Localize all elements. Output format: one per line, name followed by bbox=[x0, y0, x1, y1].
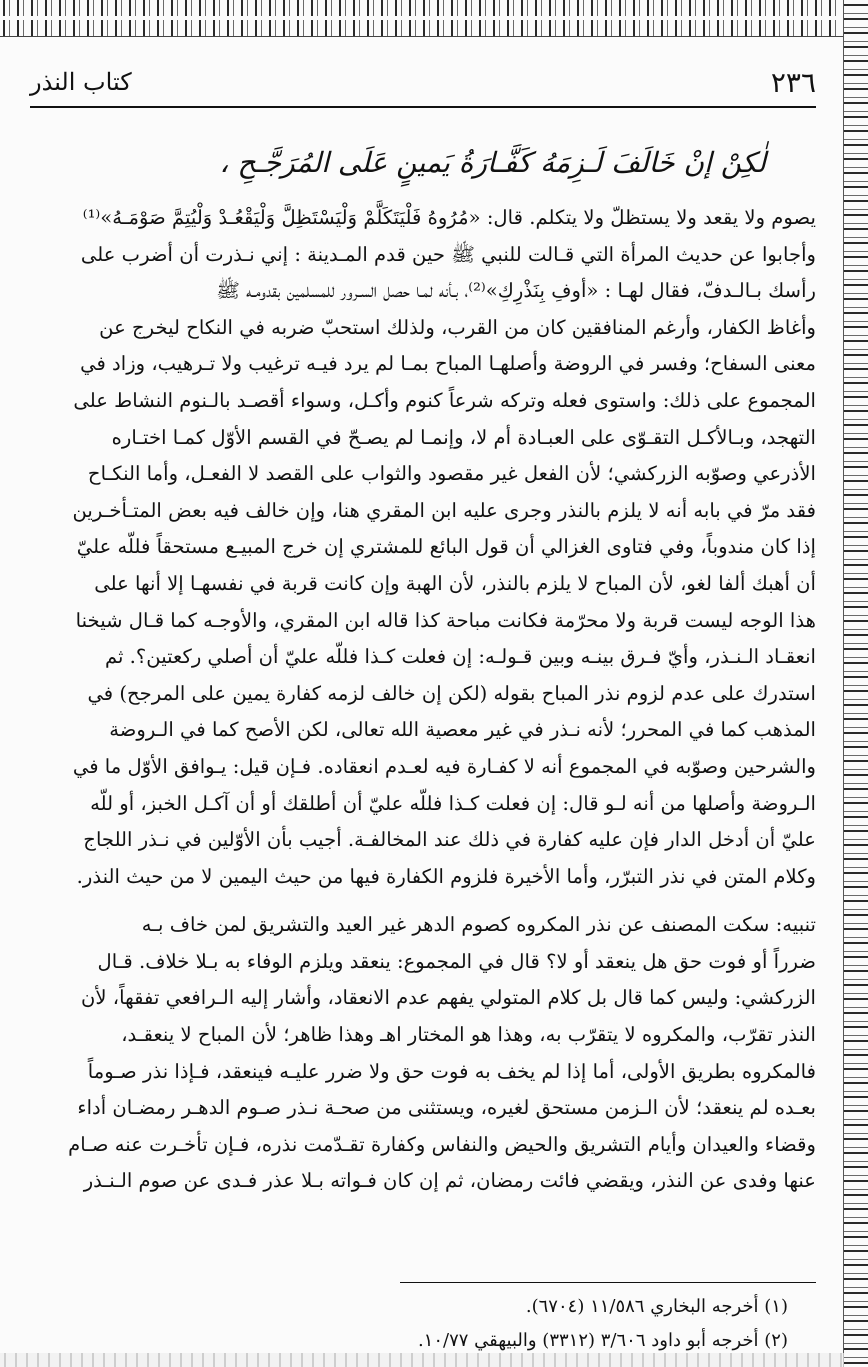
text-line: الأذرعي وصوّبه الزركشي؛ لأن الفعل غير مقصود والثواب على القصد لا الفعـل، وأما النكـاح bbox=[87, 462, 816, 486]
text-line: أن أهبك ألفا لغو، لأن المباح لا يلزم بالنذر، لأن الهبة وإن كانت قربة في نفسهـا إلا أنها على bbox=[94, 571, 816, 595]
text-line: انعقـاد الـنـذر، وأيّ فـرق بينـه وبين قـولـه: إن فعلت كـذا فللّه عليّ أن أصلي ركعتين؟. ثم bbox=[104, 645, 816, 669]
text-line: الزركشي: وليس كما قال بل كلام المتولي يفهم عدم الانعقاد، وأشار إليه الـرافعي تفقهاً، لأن bbox=[81, 986, 816, 1010]
text-line: فالمكروه بطريق الأولى، أما إذا لم يخف به فوت حق ولا ضرر عليـه فينعقد، فـإذا نذر صـوماً bbox=[87, 1059, 816, 1083]
main-text bbox=[30, 132, 816, 1200]
text-line: هذا الوجه ليست قربة ولا محرّمة فكانت مباحة كذا قاله ابن المقري، والأوجـه كما قـال شيخنا bbox=[75, 608, 816, 632]
text-line: ضرراً أو فوت حق هل ينعقد أو لا؟ قال في المجموع: ينعقد ويلزم الوفاء به بـلا خلاف. قـال bbox=[97, 949, 816, 973]
chapter-title: كتاب النذر bbox=[30, 68, 132, 96]
text-line: عليّ أن أدخل الدار فإن عليه كفارة في ذلك عند المخالفـة. أجيب بأن الأوّلين في نـذر اللجاج bbox=[83, 828, 816, 852]
commentary-paragraph-1 bbox=[30, 200, 816, 895]
footnotes bbox=[30, 1290, 816, 1358]
footnote-1: (١) أخرجه البخاري ١١/٥٨٦ (٦٧٠٤). bbox=[525, 1296, 788, 1317]
text-line: بعـده لم ينعقد؛ لأن الـزمن مستحق لغيره، ويستثنى من صحـة نـذر صـوم الدهـر رمضـان أداء bbox=[77, 1096, 816, 1120]
text-line: إذا كان مندوباً، وفي فتاوى الغزالي أن قول البائع للمشتري إن خرج المبيـع مستحقاً فللّه عليّ bbox=[76, 535, 816, 559]
text-line: عنها وفدى عن النذر، ويقضي فائت رمضان، ثم إن كان فـواته بـلا عذر فـدى عن صوم الـنـذر bbox=[83, 1169, 816, 1193]
text-line: استدرك على عدم لزوم نذر المباح بقوله (لكن إن خالف لزمه كفارة يمين على المرجح) في bbox=[87, 681, 816, 705]
text-line: يصوم ولا يقعد ولا يستظلّ ولا يتكلم. قال: «مُرُوهُ فَلْيَتَكَلَّمْ وَلْيَسْتَظِلَّ وَلْيَقْعُـدْ وَلْيُتِمَّ صَوْمَـهُ»⁽¹⁾ bbox=[82, 206, 816, 229]
running-header bbox=[30, 66, 816, 102]
text-line: تنبيه: سكت المصنف عن نذر المكروه كصوم الدهر غير العيد والتشريق لمن خاف بـه bbox=[141, 913, 816, 937]
text-line: التهجد، وبـالأكـل التقـوّى على العبـادة أم لا، وإنمـا لم يصـحّ في القسم الأوّل كمـا اختـاره bbox=[111, 425, 816, 449]
page-number: ٢٣٦ bbox=[770, 66, 816, 99]
text-line: والشرحين وصوّبه في المجموع أنه لا كفـارة فيه لعـدم انعقاده. فـإن قيل: يـوافق الأوّل ما في bbox=[72, 754, 816, 778]
text-line: المجموع على ذلك: واستوى فعله وتركه شرعاً كنوم وأكـل، وسواء أقصـد بالـنوم النشاط على bbox=[73, 388, 816, 412]
text-line: رأسك بـالـدفّ، فقال لهـا : «أوفِ بِنَذْرِكِ»⁽²⁾، بـأنه لمـا حصل السـرور للمسلمين بقدومـه ﷺ bbox=[216, 279, 816, 303]
header-rule bbox=[30, 106, 816, 108]
text-line: فقد مرّ في بابه أنه لا يلزم بالنذر وجرى عليه ابن المقري هنا، وإن خالف فيه بعض المتـأخـرين bbox=[72, 498, 816, 522]
text-line: معنى السفاح؛ وفسر في الروضة وأصلهـا المباح بمـا لم يرد فيـه ترغيب ولا تـرهيب، وزاد في bbox=[80, 352, 816, 376]
text-line: المذهب كما في المحرر؛ لأنه نـذر في غير معصية الله تعالى، لكن الأصح كما في الـروضة bbox=[109, 718, 816, 742]
text-line: الـروضة وأصلها من أنه لـو قال: إن فعلت كـذا فللّه عليّ أن أطلقك أو أن آكـل الخبز، أو للّه bbox=[90, 791, 816, 815]
ornamental-border-right bbox=[843, 0, 868, 1367]
footnote-2: (٢) أخرجه أبو داود ٣/٦٠٦ (٣٣١٢) والبيهقي ١٠/٧٧. bbox=[417, 1330, 788, 1351]
verse-line: لٰكِنْ إنْ خَالَفَ لَـزِمَهُ كَفَّـارَةُ يَمينٍ عَلَى المُرَجَّـحِ ، bbox=[219, 146, 766, 179]
footnote-rule bbox=[400, 1282, 816, 1283]
text-line: وأغاظ الكفار، وأرغم المنافقين كان من القرب، ولذلك استحبّ ضربه في النكاح ليخرج عن bbox=[99, 315, 816, 339]
text-line: النذر تقرّب، والمكروه لا يتقرّب به، وهذا هو المختار اهـ وهذا ظاهر؛ لأن المباح لا ينعقـد، bbox=[121, 1023, 816, 1047]
ornamental-border-top bbox=[0, 0, 868, 37]
text-line: وأجابوا عن حديث المرأة التي قـالت للنبي ﷺ حين قدم المـدينة : إني نـذرت أن أضرب على bbox=[80, 242, 816, 266]
commentary-paragraph-2 bbox=[30, 907, 816, 1200]
text-line: وقضاء والعيدان وأيام التشريق والحيض والنفاس وكفارة تقـدّمت نذره، فـإن تأخـرت عنه صـام bbox=[68, 1132, 816, 1156]
text-line: وكلام المتن في نذر التبرّر، وأما الأخيرة فلزوم الكفارة فيها من حيث اليمين لا من حيث النذر. bbox=[76, 864, 816, 888]
